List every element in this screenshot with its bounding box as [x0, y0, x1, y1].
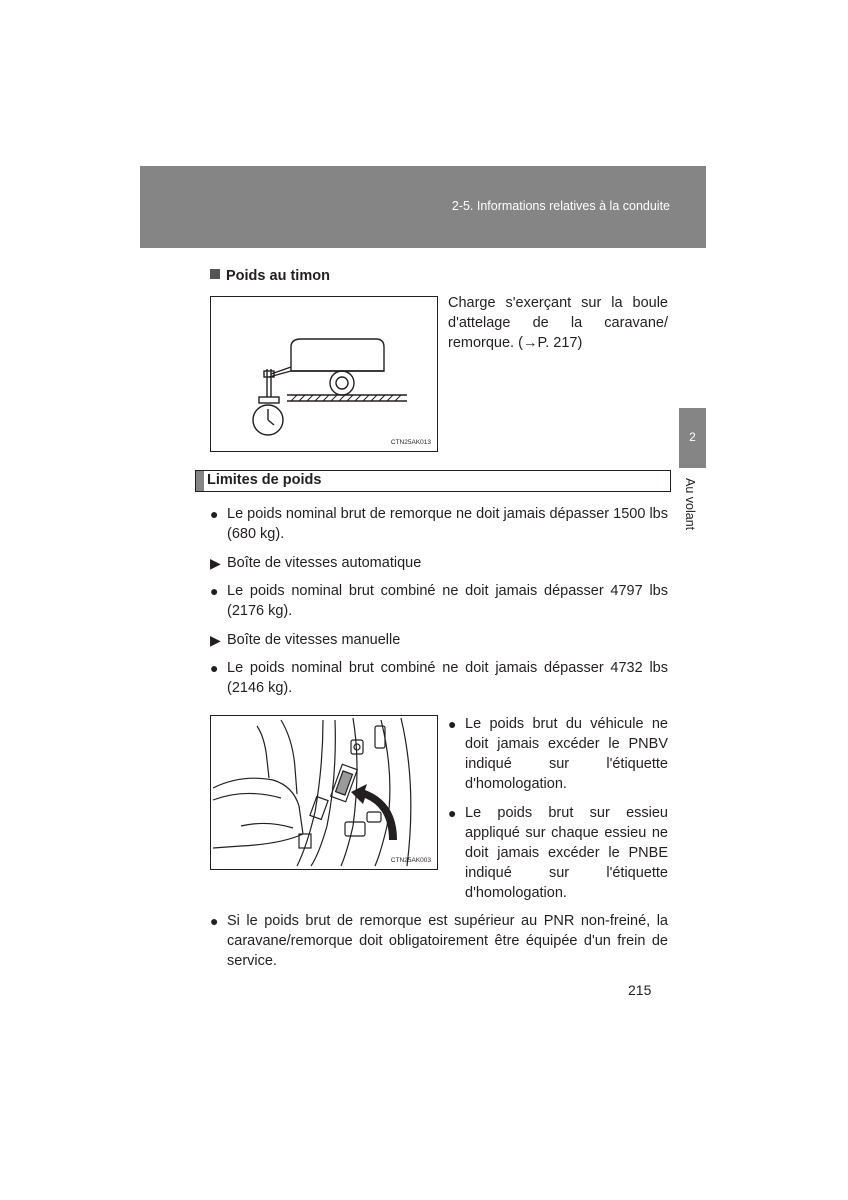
weight-limits-heading: [195, 470, 671, 492]
tongue-weight-heading: [210, 268, 330, 284]
tongue-weight-description: Charge s'exerçant sur la boule d'attelage de la caravane/ remorque. (→P. 217): [448, 295, 668, 351]
page-number: 215: [628, 982, 652, 998]
heading-accent: [196, 471, 204, 491]
bullet-icon: ●: [210, 506, 219, 522]
limit-item: [210, 658, 668, 698]
header-band: [140, 166, 706, 248]
triangle-icon: ▶: [210, 632, 221, 648]
limit-side-item: [448, 714, 668, 794]
limit-item: [210, 581, 668, 621]
weight-limits-title: Limites de poids: [207, 472, 322, 488]
limit-item-text: Le poids nominal brut combiné ne doit jamais dépasser 4732 lbs (2146 kg).: [227, 660, 668, 696]
certification-label-figure: [210, 715, 438, 870]
tongue-weight-heading-text: Poids au timon: [226, 268, 330, 284]
square-bullet-icon: [210, 269, 220, 279]
chapter-label: Au volant: [683, 478, 697, 531]
section-title: 2-5. Informations relatives à la conduite: [451, 199, 670, 213]
figure-code: CTN25AK013: [390, 439, 431, 446]
door-pillar-illustration: [211, 716, 437, 869]
bullet-icon: ●: [210, 583, 219, 599]
limit-side-item-text: Le poids brut du véhicule ne doit jamais excéder le PNBV indiqué sur l'étiquette d'homologation.: [465, 716, 668, 792]
limit-item-text: Si le poids brut de remorque est supérieur au PNR non-freiné, la caravane/remorque doit obligatoirement être équipée d'un frein de service.: [227, 913, 668, 969]
limit-item: [210, 553, 668, 573]
limit-item: [210, 504, 668, 544]
bullet-icon: ●: [210, 913, 219, 929]
limit-side-item: [448, 803, 668, 903]
figure-code: CTN25AK003: [390, 857, 431, 864]
limit-item-text: Boîte de vitesses automatique: [227, 555, 422, 571]
limit-item: [210, 911, 668, 971]
bullet-icon: ●: [448, 805, 457, 821]
limit-item-text: Le poids nominal brut combiné ne doit jamais dépasser 4797 lbs (2176 kg).: [227, 583, 668, 619]
limit-item-text: Boîte de vitesses manuelle: [227, 632, 401, 648]
chapter-tab: [679, 408, 706, 468]
limit-side-item-text: Le poids brut sur essieu appliqué sur chaque essieu ne doit jamais excéder le PNBE indiqué sur l'étiquette d'homologation.: [465, 805, 668, 901]
trailer-scale-illustration: [211, 297, 437, 451]
chapter-number: 2: [689, 430, 696, 444]
triangle-icon: ▶: [210, 555, 221, 571]
bullet-icon: ●: [448, 716, 457, 732]
limit-item-text: Le poids nominal brut de remorque ne doit jamais dépasser 1500 lbs (680 kg).: [227, 506, 668, 542]
limit-item: [210, 630, 668, 650]
tongue-weight-figure: [210, 296, 438, 452]
bullet-icon: ●: [210, 660, 219, 676]
